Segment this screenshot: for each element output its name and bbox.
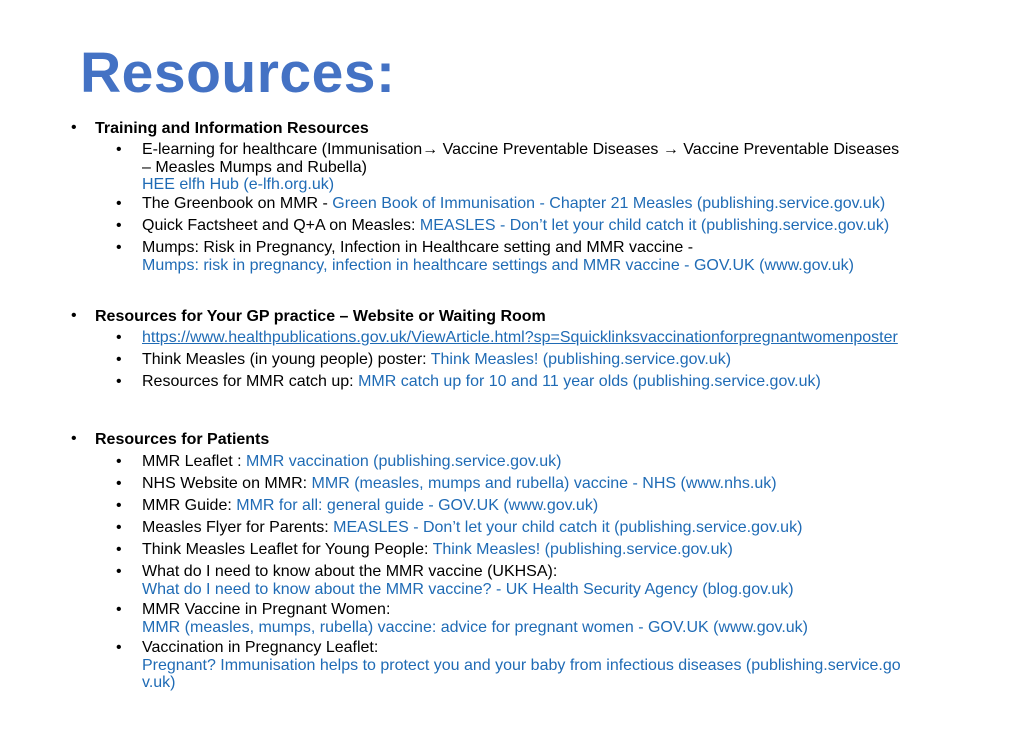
link-think-measles-leaflet[interactable]: Think Measles! (publishing.service.gov.uk)	[432, 541, 733, 558]
item-text: Vaccine Preventable Diseases	[438, 141, 663, 158]
item-text: MMR Guide:	[142, 497, 237, 514]
arrow-right-icon: →	[662, 141, 679, 158]
page-title: Resources:	[80, 41, 396, 105]
item-text: Measles Flyer for Parents:	[142, 519, 334, 536]
link-ukhsa-blog[interactable]: What do I need to know about the MMR vaccine? - UK Health Security Agency (blog.gov.uk)	[142, 580, 794, 598]
item-text: E-learning for healthcare (Immunisation	[142, 141, 423, 158]
item-text: NHS Website on MMR:	[142, 475, 312, 492]
link-mmr-vaccination[interactable]: MMR vaccination (publishing.service.gov.uk)	[246, 453, 562, 470]
link-mumps-pregnancy[interactable]: Mumps: risk in pregnancy, infection in healthcare settings and MMR vaccine - GOV.UK (www.gov.uk)	[142, 256, 854, 274]
list-item-measles-flyer	[142, 519, 942, 537]
section-heading-training: • Training and Information Resources	[95, 119, 369, 138]
item-text: • Mumps: Risk in Pregnancy, Infection in Healthcare setting and MMR vaccine -	[142, 239, 694, 256]
list-item-mmr-pregnant	[142, 601, 942, 636]
link-think-measles[interactable]: Think Measles! (publishing.service.gov.uk)	[430, 351, 732, 368]
list-item-factsheet	[142, 217, 942, 235]
arrow-right-icon: →	[422, 141, 439, 158]
item-text: – Measles Mumps and Rubella)	[142, 158, 367, 176]
list-item-think-measles-poster	[142, 351, 942, 369]
item-text: The Greenbook on MMR -	[142, 195, 333, 212]
item-text: MMR Leaflet :	[142, 453, 247, 470]
list-item-poster-url	[142, 329, 942, 347]
link-pregnant-immunisation[interactable]	[142, 657, 942, 692]
item-text: • What do I need to know about the MMR vaccine (UKHSA):	[142, 563, 558, 580]
link-measles-flyer[interactable]: MEASLES - Don’t let your child catch it (publishing.service.gov.uk)	[333, 519, 803, 536]
list-item-greenbook	[142, 195, 942, 213]
list-item-mmr-leaflet	[142, 453, 942, 471]
item-text: Vaccine Preventable Diseases	[678, 141, 900, 158]
item-text: Resources for MMR catch up:	[142, 373, 359, 390]
list-item-elearning	[142, 141, 942, 194]
link-line: v.uk)	[142, 674, 176, 691]
link-mmr-catchup[interactable]: MMR catch up for 10 and 11 year olds (publishing.service.gov.uk)	[358, 373, 821, 390]
item-text: Think Measles Leaflet for Young People:	[142, 541, 433, 558]
list-item-pregnancy-leaflet	[142, 639, 942, 692]
list-item-ukhsa	[142, 563, 942, 598]
list-item-mmr-catchup	[142, 373, 942, 391]
list-item-mmr-guide	[142, 497, 942, 515]
item-text: Quick Factsheet and Q+A on Measles:	[142, 217, 420, 234]
link-measles-factsheet[interactable]: MEASLES - Don’t let your child catch it (publishing.service.gov.uk)	[419, 217, 890, 234]
link-nhs-mmr[interactable]: MMR (measles, mumps and rubella) vaccine - NHS (www.nhs.uk)	[311, 475, 777, 492]
section-heading-gp-practice: • Resources for Your GP practice – Website or Waiting Room	[95, 307, 546, 326]
list-item-nhs-website	[142, 475, 942, 493]
link-green-book[interactable]: Green Book of Immunisation - Chapter 21 Measles (publishing.service.gov.uk)	[332, 195, 886, 212]
list-item-mumps	[142, 239, 942, 274]
section-heading-patients: • Resources for Patients	[95, 430, 269, 449]
link-mmr-pregnant-women[interactable]: MMR (measles, mumps, rubella) vaccine: advice for pregnant women - GOV.UK (www.gov.uk)	[142, 618, 809, 636]
link-mmr-for-all[interactable]: MMR for all: general guide - GOV.UK (www.gov.uk)	[236, 497, 599, 514]
item-text: Think Measles (in young people) poster:	[142, 351, 431, 368]
item-text: • MMR Vaccine in Pregnant Women:	[142, 601, 391, 618]
list-item-think-measles-leaflet	[142, 541, 942, 559]
link-line: Pregnant? Immunisation helps to protect you and your baby from infectious diseases (publishing.service.go	[142, 656, 901, 674]
link-elfh-hub[interactable]: HEE elfh Hub (e-lfh.org.uk)	[142, 176, 335, 193]
link-pregnant-women-poster[interactable]: https://www.healthpublications.gov.uk/ViewArticle.html?sp=Squicklinksvaccinationforpregnantwomenposter	[142, 329, 898, 346]
item-text: • Vaccination in Pregnancy Leaflet:	[142, 639, 379, 656]
